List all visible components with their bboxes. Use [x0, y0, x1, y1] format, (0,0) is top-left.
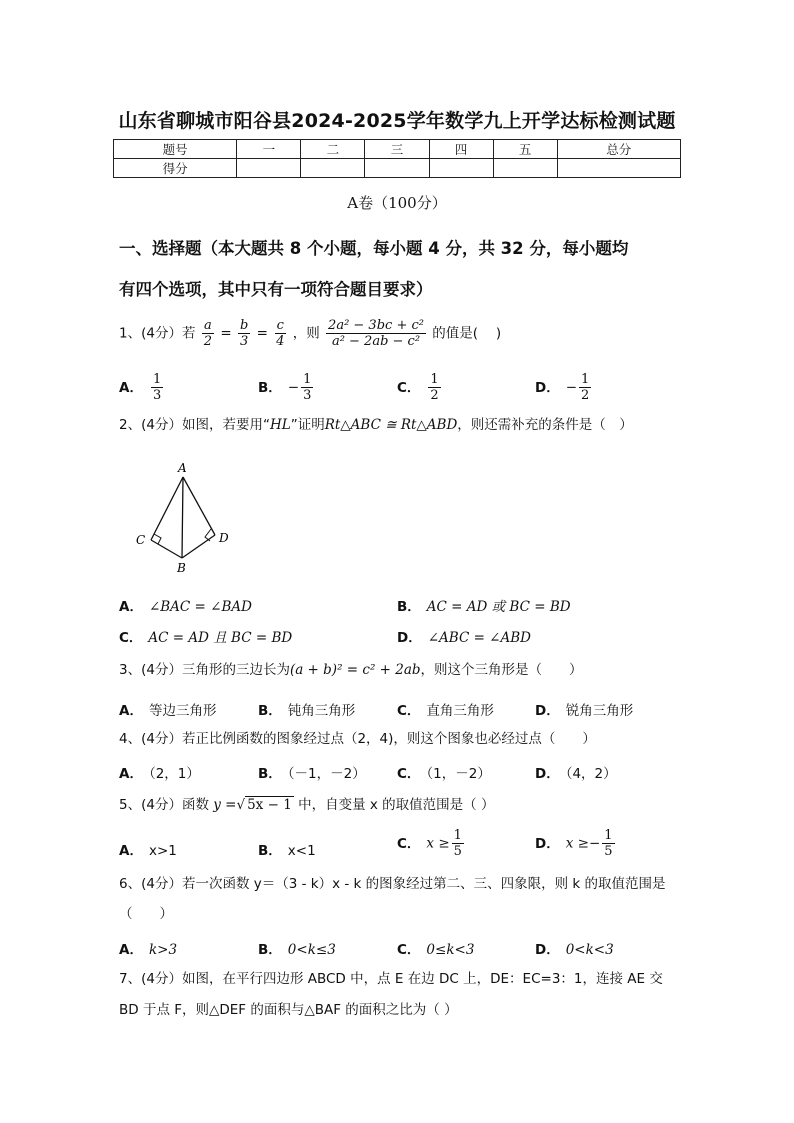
part1-heading-line2: 有四个选项，其中只有一项符合题目要求）	[119, 280, 433, 299]
q1-fraction-c	[274, 318, 286, 349]
q5-function: y =	[213, 797, 237, 813]
option-label: B．	[258, 379, 282, 396]
q6-option-c[interactable]	[397, 938, 474, 958]
q2-option-b[interactable]	[397, 595, 571, 615]
q3-option-b[interactable]	[258, 699, 355, 719]
q1-fraction-den: 2	[203, 334, 213, 349]
question-6-line1: 6、(4分）若一次函数 y＝（3 - k）x - k 的图象经过第二、三、四象限，则 k 的取值范围是	[119, 876, 666, 892]
q4-option-b[interactable]	[258, 762, 366, 782]
exam-title: 山东省聊城市阳谷县2024-2025学年数学九上开学达标检测试题	[118, 110, 676, 132]
q1-fraction-den: 3	[239, 334, 249, 349]
q2-option-d[interactable]	[397, 626, 531, 646]
score-cell[interactable]	[557, 159, 680, 178]
section-a-heading: A卷（100分）	[347, 194, 447, 212]
q1-fraction-den: 4	[276, 334, 285, 349]
score-cell: 二	[301, 140, 365, 159]
sqrt-icon: √	[236, 797, 246, 813]
option-text: 0<k<3	[565, 942, 614, 958]
option-fraction	[428, 372, 440, 403]
option-text: 0≤k<3	[426, 942, 475, 958]
q1-equals: =	[256, 325, 268, 342]
option-label: A．	[119, 703, 143, 719]
option-text: 钝角三角形	[287, 703, 356, 719]
segment-cb	[151, 540, 182, 558]
option-label: D．	[535, 766, 560, 782]
segment-ac	[151, 477, 183, 540]
option-label: A．	[119, 942, 143, 958]
option-text: 等边三角形	[148, 703, 217, 719]
option-label: B．	[258, 942, 282, 958]
option-fraction	[602, 828, 614, 859]
option-label: C．	[119, 630, 143, 646]
option-prefix: x ≥	[565, 835, 589, 852]
option-text: （1，－2）	[426, 766, 491, 782]
q5-option-d[interactable]	[535, 828, 617, 859]
fraction-num: 1	[303, 372, 312, 387]
q3-math: (a + b)² = c² + 2ab	[289, 662, 421, 678]
option-text: x>1	[148, 843, 177, 859]
q1-fraction-num: a	[204, 318, 212, 333]
q6-option-d[interactable]	[535, 938, 614, 958]
option-text: 0<k≤3	[287, 942, 336, 958]
score-cell: 得分	[114, 159, 237, 178]
option-text: ∠BAC = ∠BAD	[148, 599, 252, 615]
score-table-header-row	[114, 140, 681, 159]
q1-option-a[interactable]	[119, 372, 165, 403]
option-label: B．	[397, 599, 421, 615]
option-text: AC = AD 或 BC = BD	[426, 599, 571, 615]
q3-option-a[interactable]	[119, 699, 216, 719]
q1-big-den: a² − 2ab − c²	[331, 334, 421, 349]
q5-radicand: 5x − 1	[247, 797, 292, 813]
option-label: B．	[258, 766, 282, 782]
question-2	[119, 416, 633, 434]
score-cell: 总分	[557, 140, 680, 159]
q2-hl: HL	[269, 417, 291, 433]
q5-prefix: 5、(4分）函数	[119, 797, 209, 813]
option-label: C．	[397, 766, 421, 782]
option-text: （－1，－2）	[287, 766, 366, 782]
option-prefix: x ≥	[426, 835, 450, 852]
q2-mid: ”证明	[290, 417, 325, 433]
option-text: AC = AD 且 BC = BD	[148, 630, 293, 646]
q2-option-a[interactable]	[119, 595, 252, 615]
q3-suffix: ，则这个三角形是（ ）	[420, 662, 583, 678]
option-text: k>3	[148, 942, 178, 958]
fraction-num: 1	[453, 828, 462, 843]
fraction-den: 5	[453, 844, 462, 859]
q5-suffix: 中，自变量 x 的取值范围是（ ）	[298, 797, 495, 813]
segment-db	[182, 535, 215, 558]
fraction-num: 1	[152, 372, 162, 387]
option-label: B．	[258, 843, 282, 859]
score-table	[113, 139, 681, 178]
option-label: A．	[119, 599, 143, 615]
q1-fraction-a	[202, 318, 214, 349]
fraction-den: 3	[303, 388, 312, 403]
q2-suffix: ，则还需补充的条件是（ ）	[457, 417, 633, 433]
q1-fraction-num: b	[239, 318, 249, 333]
option-fraction	[301, 372, 313, 403]
option-label: D．	[397, 630, 422, 646]
question-7-line1: 7、(4分）如图，在平行四边形 ABCD 中，点 E 在边 DC 上，DE：EC=3：1，连接 AE 交	[119, 971, 663, 987]
q3-option-c[interactable]	[397, 699, 494, 719]
question-5	[119, 796, 494, 814]
option-text: （2，1）	[148, 766, 200, 782]
fraction-den: 3	[152, 388, 162, 403]
option-text: ∠ABC = ∠ABD	[427, 630, 531, 646]
q1-option-b[interactable]	[258, 372, 315, 403]
q2-prefix: 2、(4分）如图，若要用“	[119, 417, 270, 433]
option-fraction	[151, 372, 163, 403]
fraction-num: 1	[604, 828, 613, 843]
option-label: D．	[535, 703, 560, 719]
fraction-den: 5	[604, 844, 613, 859]
question-1	[119, 318, 501, 349]
option-label: C．	[397, 703, 421, 719]
part1-heading-line1: 一、选择题（本大题共 8 个小题，每小题 4 分，共 32 分，每小题均	[119, 239, 629, 258]
option-label: A．	[119, 766, 143, 782]
q2-option-c[interactable]	[119, 626, 292, 646]
option-fraction	[579, 372, 591, 403]
q5-option-c[interactable]	[397, 828, 466, 859]
q1-suffix: 的值是( )	[432, 325, 502, 342]
option-label: A．	[119, 379, 143, 396]
score-cell: 一	[237, 140, 301, 159]
option-sign: −	[588, 835, 601, 852]
fraction-num: 1	[581, 372, 590, 387]
label-b: B	[177, 561, 186, 575]
segment-ad	[183, 477, 215, 535]
option-label: D．	[535, 942, 560, 958]
segment-ab	[182, 477, 183, 558]
q2-math: Rt△ABC ≅ Rt△ABD	[324, 417, 458, 433]
question-4: 4、(4分）若正比例函数的图象经过点（2，4)，则这个图象也必经过点（ ）	[119, 731, 596, 747]
option-label: C．	[397, 835, 421, 852]
label-a: A	[178, 461, 187, 475]
score-table-score-row	[114, 159, 681, 178]
option-text: x<1	[287, 843, 316, 859]
question-3	[119, 661, 583, 679]
label-c: C	[136, 533, 146, 547]
score-cell[interactable]	[301, 159, 365, 178]
option-text: 锐角三角形	[565, 703, 634, 719]
option-sign: −	[565, 379, 578, 396]
q6-option-a[interactable]	[119, 938, 177, 958]
q1-option-c[interactable]	[397, 372, 443, 403]
q3-option-d[interactable]	[535, 699, 633, 719]
option-fraction	[452, 828, 464, 859]
fraction-num: 1	[430, 372, 439, 387]
score-cell: 四	[429, 140, 493, 159]
q3-prefix: 3、(4分）三角形的三边长为	[119, 662, 290, 678]
score-cell[interactable]	[429, 159, 493, 178]
q4-option-a[interactable]	[119, 762, 200, 782]
score-cell: 三	[365, 140, 429, 159]
q1-equals: =	[220, 325, 232, 342]
q2-figure	[130, 458, 240, 580]
q1-option-d[interactable]	[535, 372, 593, 403]
q1-prefix: 1、(4分）若	[119, 325, 196, 342]
q4-option-c[interactable]	[397, 762, 491, 782]
q5-option-b[interactable]	[258, 839, 316, 859]
option-label: A．	[119, 843, 143, 859]
option-text: 直角三角形	[426, 703, 494, 719]
option-label: B．	[258, 703, 282, 719]
q1-mid: ，则	[292, 325, 320, 342]
option-label: D．	[535, 379, 560, 396]
q1-fraction-num: c	[276, 318, 284, 333]
label-d: D	[219, 531, 229, 545]
score-cell[interactable]	[365, 159, 429, 178]
option-label: D．	[535, 835, 560, 852]
option-label: C．	[397, 942, 421, 958]
option-text: （4，2）	[565, 766, 617, 782]
q4-option-d[interactable]	[535, 762, 617, 782]
q1-fraction-b	[238, 318, 250, 349]
q1-big-num: 2a² − 3bc + c²	[328, 318, 424, 333]
option-sign: −	[287, 379, 300, 396]
score-cell: 题号	[114, 140, 237, 159]
score-cell: 五	[493, 140, 557, 159]
option-label: C．	[397, 379, 421, 396]
question-6-line2: （ ）	[119, 906, 173, 922]
q6-option-b[interactable]	[258, 938, 336, 958]
fraction-den: 2	[430, 388, 439, 403]
question-7-line2: BD 于点 F，则△DEF 的面积与△BAF 的面积之比为（ ）	[119, 1002, 458, 1018]
score-cell[interactable]	[493, 159, 557, 178]
fraction-den: 2	[581, 388, 590, 403]
q1-big-fraction	[326, 318, 426, 349]
score-cell[interactable]	[237, 159, 301, 178]
q5-option-a[interactable]	[119, 839, 177, 859]
